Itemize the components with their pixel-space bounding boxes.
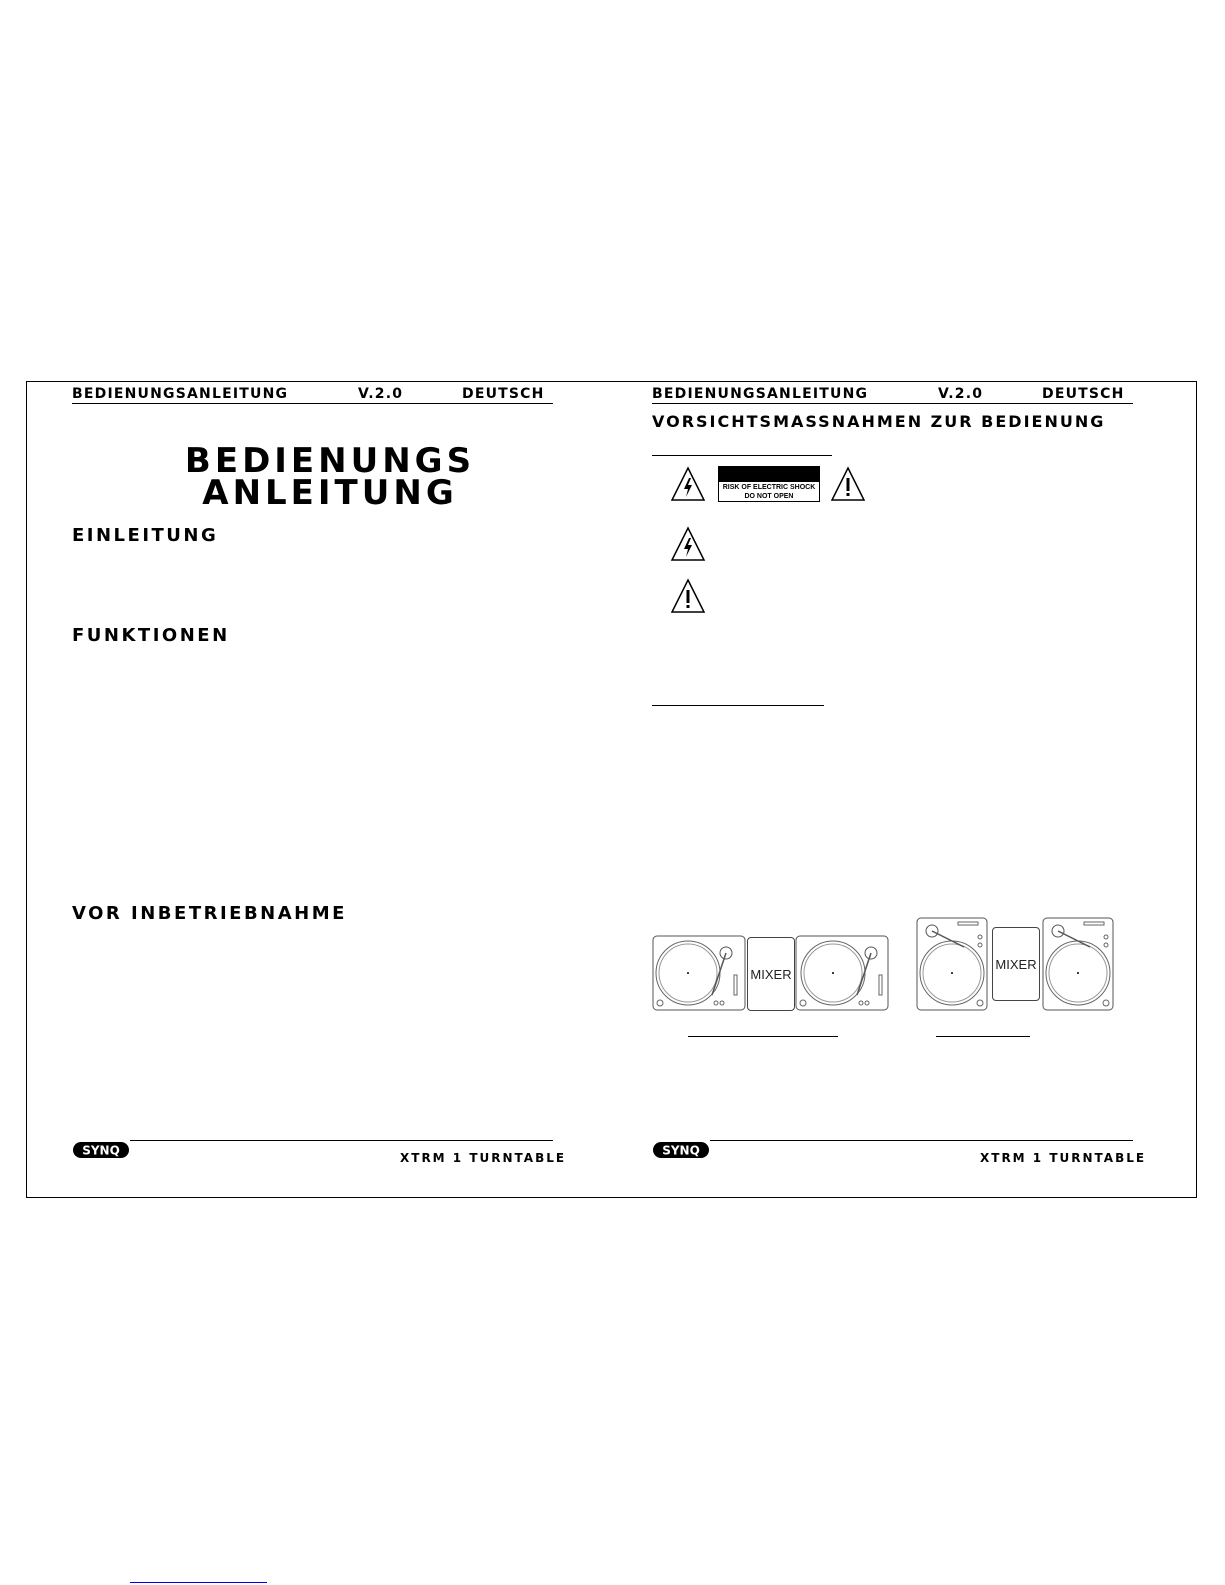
right-header-language: DEUTSCH	[1042, 386, 1125, 402]
right-header-rule	[652, 403, 1133, 404]
underline-3	[688, 1036, 838, 1037]
lightning-warning-icon	[670, 466, 706, 502]
left-footer-product: XTRM 1 TURNTABLE	[400, 1151, 567, 1165]
right-header-title: BEDIENUNGSANLEITUNG	[652, 386, 869, 402]
main-title-line-1: BEDIENUNGS	[184, 441, 476, 481]
underline-2	[652, 705, 824, 706]
turntable-icon	[652, 935, 746, 1011]
mixer-box-2: MIXER	[992, 927, 1040, 1001]
turntable-icon	[916, 917, 988, 1011]
right-header-version: V.2.0	[938, 386, 984, 402]
section-einleitung: EINLEITUNG	[72, 525, 219, 546]
exclamation-warning-icon	[670, 578, 706, 614]
left-logo-text: SYNQ	[82, 1143, 120, 1158]
left-header-language: DEUTSCH	[462, 386, 545, 402]
exclamation-warning-icon	[830, 466, 866, 502]
underline-1	[652, 455, 832, 456]
synq-logo-icon	[652, 1141, 710, 1159]
mixer-box-1: MIXER	[747, 937, 795, 1011]
warning-label-line-1: RISK OF ELECTRIC SHOCK	[722, 484, 816, 491]
turntable-icon	[1042, 917, 1114, 1011]
right-footer-rule	[710, 1140, 1133, 1141]
left-header-rule	[72, 403, 553, 404]
synq-logo-icon	[72, 1141, 130, 1159]
right-logo-text: SYNQ	[662, 1143, 700, 1158]
section-vorsichtsmassnahmen: VORSICHTSMASSNAHMEN ZUR BEDIENUNG	[652, 412, 1106, 431]
section-vor-inbetriebnahme: VOR INBETRIEBNAHME	[72, 903, 347, 924]
main-title-line-2: ANLEITUNG	[202, 473, 458, 513]
lightning-warning-icon	[670, 526, 706, 562]
warning-label	[718, 466, 820, 502]
section-funktionen: FUNKTIONEN	[72, 625, 230, 646]
bottom-link-underline[interactable]	[130, 1582, 267, 1583]
left-header-version: V.2.0	[358, 386, 404, 402]
turntable-icon	[795, 935, 889, 1011]
right-footer-product: XTRM 1 TURNTABLE	[980, 1151, 1147, 1165]
underline-4	[936, 1036, 1030, 1037]
warning-label-bar	[719, 467, 819, 482]
left-header-title: BEDIENUNGSANLEITUNG	[72, 386, 289, 402]
warning-label-line-2: DO NOT OPEN	[744, 493, 794, 500]
left-footer-rule	[130, 1140, 553, 1141]
